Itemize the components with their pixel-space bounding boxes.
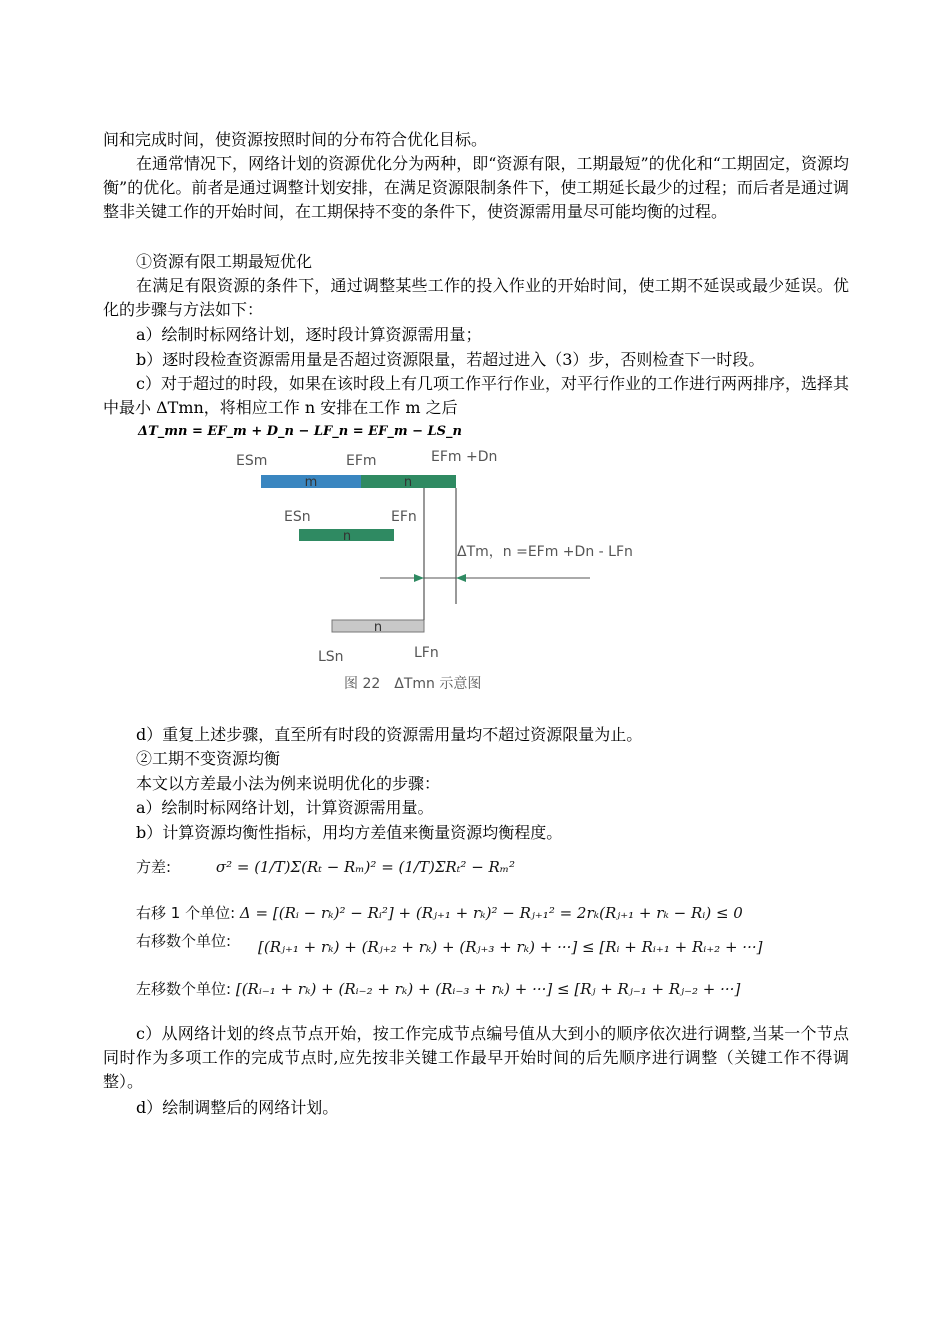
equation-variance-body: σ² = (1/T)Σ(Rₜ − Rₘ)² = (1/T)ΣRₜ² − Rₘ² bbox=[215, 858, 516, 876]
delta-t-formula: ΔT_mn = EF_m + D_n − LF_n = EF_m − LS_n bbox=[138, 424, 463, 439]
step-b1: b）逐时段检查资源需用量是否超过资源限量，若超过进入（3）步，否则检查下一时段。 bbox=[136, 350, 765, 369]
equation-right-one-label: 右移 1 个单位: bbox=[136, 904, 236, 922]
equation-right-many-label-row bbox=[136, 930, 231, 951]
step-a1: a）绘制时标网络计划，逐时段计算资源需用量； bbox=[136, 325, 482, 344]
step-c1: c）对于超过的时段，如果在该时段上有几项工作平行作业，对平行作业的工作进行两两排序，选择其中最小 ΔTmn，将相应工作 n 安排在工作 m 之后 bbox=[103, 374, 849, 417]
label-ef-m-d: EFm +Dn bbox=[431, 449, 498, 465]
equation-variance-label: 方差: bbox=[136, 858, 172, 876]
equation-right-many-label: 右移数个单位: bbox=[136, 932, 232, 950]
equation-left-many-body: [(Rᵢ₋₁ + rₖ) + (Rᵢ₋₂ + rₖ) + (Rᵢ₋₃ + rₖ) + ···] ≤ [Rⱼ + Rⱼ₋₁ + Rⱼ₋₂ + ···] bbox=[235, 980, 741, 998]
arrow-left-icon bbox=[456, 574, 466, 582]
step-d1: d）重复上述步骤，直至所有时段的资源需用量均不超过资源限量为止。 bbox=[136, 725, 643, 744]
label-ef-m: EFm bbox=[346, 453, 377, 469]
bar-m-label: m bbox=[304, 475, 318, 490]
bar-n-mid-label: n bbox=[342, 529, 352, 544]
step-c2: c）从网络计划的终点节点开始，按工作完成节点编号值从大到小的顺序依次进行调整,当某一个节点同时作为多项工作的完成节点时,应先按非关键工作最早开始时间的后先顺序进行调整（关键工作不得调整）。 bbox=[103, 1024, 849, 1091]
heading-balanced-resources: ②工期不变资源均衡 bbox=[136, 749, 281, 768]
label-ef-n: EFn bbox=[391, 509, 417, 525]
equation-variance bbox=[136, 856, 515, 877]
heading-limited-resources: ①资源有限工期最短优化 bbox=[136, 252, 313, 271]
label-es-m: ESm bbox=[236, 453, 268, 469]
equation-right-many bbox=[258, 938, 762, 956]
label-ls-n: LSn bbox=[318, 649, 344, 665]
paragraph-continuation: 间和完成时间，使资源按照时间的分布符合优化目标。 bbox=[103, 130, 488, 149]
label-delta: ΔTm，n =EFm +Dn - LFn bbox=[457, 544, 633, 560]
equation-left-many-label: 左移数个单位: bbox=[136, 980, 232, 998]
label-es-n: ESn bbox=[284, 509, 311, 525]
step-b2: b）计算资源均衡性指标，用均方差值来衡量资源均衡程度。 bbox=[136, 823, 563, 842]
equation-right-one bbox=[136, 902, 743, 923]
equation-right-many-body: [(Rⱼ₊₁ + rₖ) + (Rⱼ₊₂ + rₖ) + (Rⱼ₊₃ + rₖ) + ···] ≤ [Rᵢ + Rᵢ₊₁ + Rᵢ₊₂ + ···] bbox=[258, 938, 763, 956]
paragraph-variance-method: 本文以方差最小法为例来说明优化的步骤： bbox=[136, 774, 441, 793]
figure-caption: 图 22 ΔTmn 示意图 bbox=[344, 676, 482, 692]
paragraph-limited-resources: 在满足有限资源的条件下，通过调整某些工作的投入作业的开始时间，使工期不延误或最少延误。优化的步骤与方法如下： bbox=[103, 276, 849, 319]
equation-right-one-body: Δ = [(Rᵢ − rₖ)² − Rᵢ²] + (Rⱼ₊₁ + rₖ)² − Rⱼ₊₁² = 2rₖ(Rⱼ₊₁ + rₖ − Rᵢ) ≤ 0 bbox=[239, 904, 743, 922]
arrow-right-icon bbox=[414, 574, 424, 582]
bar-n-bottom-label: n bbox=[373, 620, 383, 635]
label-lf-n: LFn bbox=[414, 645, 439, 661]
paragraph-intro: 在通常情况下，网络计划的资源优化分为两种，即“资源有限，工期最短”的优化和“工期固定，资源均衡”的优化。前者是通过调整计划安排，在满足资源限制条件下，使工期延长最少的过程；而后者是通过调整非关键工作的开始时间，在工期保持不变的条件下，使资源需用量尽可能均衡的过程。 bbox=[103, 154, 849, 221]
equation-left-many bbox=[136, 978, 740, 999]
bar-n-top-label: n bbox=[403, 475, 413, 490]
step-d2: d）绘制调整后的网络计划。 bbox=[136, 1098, 339, 1117]
step-a2: a）绘制时标网络计划，计算资源需用量。 bbox=[136, 798, 434, 817]
